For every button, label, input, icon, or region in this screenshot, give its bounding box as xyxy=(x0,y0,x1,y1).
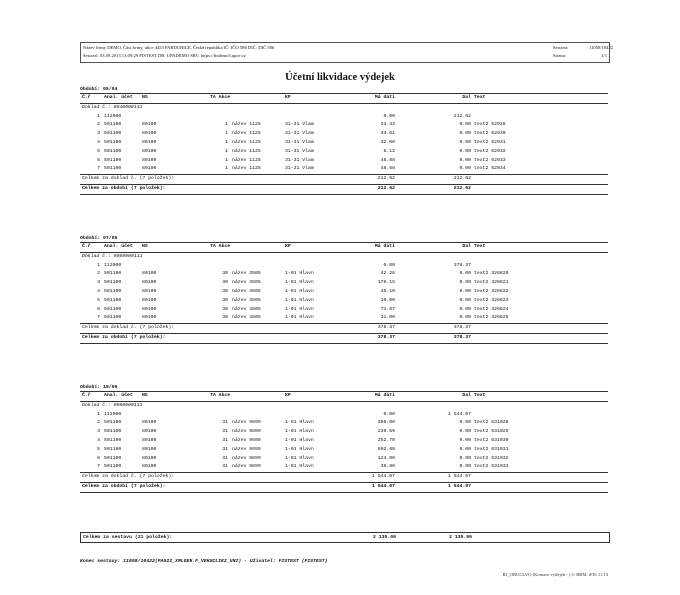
cell-ta: 1 xyxy=(225,148,228,154)
table-row xyxy=(80,437,608,446)
doklad-label: Doklad č.: 8040000111 xyxy=(82,104,143,110)
cell-akce: název 1125 xyxy=(232,166,261,172)
cell-ns: 80100 xyxy=(142,420,157,426)
cell-kp: 1-01 Hlavn xyxy=(285,429,314,435)
cell-ucet: 501100 xyxy=(104,315,122,321)
cell-dal: 0.00 xyxy=(459,429,471,435)
cell-cislo: 7 xyxy=(97,464,100,470)
cell-ucet: 501100 xyxy=(104,271,122,277)
cell-cislo: 6 xyxy=(97,455,100,461)
period-total-row xyxy=(80,184,608,195)
cell-cislo: 6 xyxy=(97,157,100,163)
cell-ma-dati: 124.00 xyxy=(377,455,395,461)
cell-kp: 1-01 Hlavn xyxy=(285,446,314,452)
cell-text: text2 62928 xyxy=(474,122,506,128)
cell-dal: 0.00 xyxy=(459,297,471,303)
meta-line: Sestavil: 03.09.2013 13:09:29 FISTEST DB: UPADEMO SRV: https://fisdemo3.upce.cz xyxy=(83,53,246,58)
cell-ma-dati: 42.26 xyxy=(380,271,395,277)
cell-ta: 30 xyxy=(222,288,228,294)
cell-ma-dati: 0.00 xyxy=(383,113,395,119)
cell-akce: název 3505 xyxy=(232,280,261,286)
cell-akce: název 3505 xyxy=(232,306,261,312)
table-row xyxy=(80,306,608,315)
col-ta-akce: TA Akce xyxy=(210,244,231,249)
cell-ma-dati: 239.69 xyxy=(377,429,395,435)
cell-ns: 80100 xyxy=(142,131,157,137)
cell-cislo: 2 xyxy=(97,122,100,128)
doklad-total-dal: 212.62 xyxy=(453,176,471,182)
cell-text: text2 631030 xyxy=(474,437,509,443)
cell-text: text2 631031 xyxy=(474,446,509,452)
cell-dal: 0.00 xyxy=(459,122,471,128)
cell-text: text2 62930 xyxy=(474,131,506,137)
cell-kp: 1-01 Hlavn xyxy=(285,464,314,470)
doklad-row xyxy=(80,104,608,113)
cell-ucet: 112000 xyxy=(104,411,122,417)
cell-ucet: 501100 xyxy=(104,429,122,435)
cell-ucet: 501100 xyxy=(104,122,122,128)
cell-ta: 31 xyxy=(222,420,228,426)
cell-ucet: 501100 xyxy=(104,297,122,303)
cell-akce: název 9699 xyxy=(232,455,261,461)
doklad-total-md: 378.37 xyxy=(377,325,395,331)
grand-total-row xyxy=(80,532,610,543)
cell-akce: název 1125 xyxy=(232,122,261,128)
cell-ma-dati: 31.00 xyxy=(380,315,395,321)
cell-akce: název 9699 xyxy=(232,437,261,443)
col-cislo: Č.ř xyxy=(82,95,91,100)
cell-ns: 80100 xyxy=(142,166,157,172)
cell-akce: název 9699 xyxy=(232,446,261,452)
col-ucet: Anal. účet xyxy=(104,393,133,398)
cell-dal: 0.00 xyxy=(459,280,471,286)
table-header xyxy=(80,242,608,253)
cell-ns: 80100 xyxy=(142,157,157,163)
col-ma-dati: Má dáti xyxy=(374,95,395,100)
col-ns: NS xyxy=(142,244,148,249)
cell-text: text2 326822 xyxy=(474,288,509,294)
period-label: Období: 05/04 xyxy=(80,87,118,92)
cell-dal: 0.00 xyxy=(459,157,471,163)
cell-cislo: 3 xyxy=(97,280,100,286)
cell-text: text2 326825 xyxy=(474,315,509,321)
cell-ns: 80100 xyxy=(142,306,157,312)
doklad-label: Doklad č.: 8060000111 xyxy=(82,402,143,408)
cell-akce: název 9699 xyxy=(232,420,261,426)
cell-akce: název 1125 xyxy=(232,131,261,137)
cell-ucet: 501100 xyxy=(104,139,122,145)
cell-akce: název 1125 xyxy=(232,157,261,163)
period-total-md: 212.62 xyxy=(377,185,395,191)
cell-akce: název 1125 xyxy=(232,148,261,154)
cell-ns: 80100 xyxy=(142,122,157,128)
col-ns: NS xyxy=(142,393,148,398)
doklad-total-label: Celkem za doklad č. (7 položek): xyxy=(82,325,175,331)
cell-akce: název 1125 xyxy=(232,139,261,145)
cell-ta: 1 xyxy=(225,166,228,172)
col-ucet: Anal. účet xyxy=(104,95,133,100)
cell-ta: 31 xyxy=(222,455,228,461)
doklad-total-label: Celkem za doklad č. (7 položek): xyxy=(82,176,175,182)
cell-cislo: 5 xyxy=(97,148,100,154)
cell-ns: 80100 xyxy=(142,139,157,145)
cell-ns: 80100 xyxy=(142,464,157,470)
cell-dal: 0.00 xyxy=(459,166,471,172)
cell-ma-dati: 43.61 xyxy=(380,131,395,137)
cell-ns: 80100 xyxy=(142,446,157,452)
period-total-label: Celkem za období (7 položek): xyxy=(82,334,166,340)
cell-text: text2 631029 xyxy=(474,429,509,435)
cell-dal: 0.00 xyxy=(459,455,471,461)
strana-label: Strana: xyxy=(553,53,567,58)
col-dal: Dal xyxy=(462,393,471,398)
strana-value: 1/1 xyxy=(601,53,607,58)
cell-dal: 0.00 xyxy=(459,464,471,470)
period-label: Období: 07/05 xyxy=(80,236,118,241)
col-kp: KP xyxy=(285,244,291,249)
cell-kp: 1-01 Hlavn xyxy=(285,306,314,312)
cell-ma-dati: 0.00 xyxy=(383,262,395,268)
period-section xyxy=(80,235,608,344)
period-total-label: Celkem za období (7 položek): xyxy=(82,483,166,489)
doklad-total-row xyxy=(80,472,608,482)
cell-ma-dati: 0.00 xyxy=(383,411,395,417)
cell-ns: 80100 xyxy=(142,455,157,461)
doklad-row xyxy=(80,253,608,262)
cell-ma-dati: 178.15 xyxy=(377,280,395,286)
cell-cislo: 4 xyxy=(97,437,100,443)
col-dal: Dal xyxy=(462,95,471,100)
cell-dal: 0.00 xyxy=(459,288,471,294)
table-row xyxy=(80,279,608,288)
cell-kp: 31-31 Vlam xyxy=(285,122,314,128)
cell-ma-dati: 252.70 xyxy=(377,437,395,443)
cell-text: text2 631028 xyxy=(474,420,509,426)
cell-cislo: 6 xyxy=(97,306,100,312)
cell-ucet: 501100 xyxy=(104,131,122,137)
cell-text: text2 62932 xyxy=(474,148,506,154)
cell-ma-dati: 36.80 xyxy=(380,464,395,470)
cell-kp: 1-01 Hlavn xyxy=(285,420,314,426)
cell-ta: 31 xyxy=(222,437,228,443)
table-row xyxy=(80,428,608,437)
period-total-dal: 212.62 xyxy=(453,185,471,191)
cell-ma-dati: 48.88 xyxy=(380,157,395,163)
cell-ucet: 501100 xyxy=(104,166,122,172)
table-row xyxy=(80,270,608,279)
cell-ta: 30 xyxy=(222,280,228,286)
table-row xyxy=(80,148,608,157)
doklad-total-md: 1 544.07 xyxy=(371,474,395,480)
sestava-label: Sestava: xyxy=(553,45,569,50)
cell-akce: název 3505 xyxy=(232,271,261,277)
cell-ma-dati: 32.00 xyxy=(380,139,395,145)
cell-ns: 80100 xyxy=(142,429,157,435)
cell-ta: 1 xyxy=(225,131,228,137)
table-row xyxy=(80,446,608,455)
period-total-row xyxy=(80,333,608,344)
report-id: RJ_OBUCLVO (Kontace výdejek - ) © BBM, iFIS 11.13 xyxy=(502,572,608,577)
table-row xyxy=(80,139,608,148)
cell-ta: 30 xyxy=(222,271,228,277)
cell-ns: 80100 xyxy=(142,271,157,277)
cell-akce: název 3505 xyxy=(232,297,261,303)
cell-ta: 1 xyxy=(225,157,228,163)
table-row xyxy=(80,130,608,139)
cell-ns: 80100 xyxy=(142,437,157,443)
cell-akce: název 9699 xyxy=(232,464,261,470)
table-row xyxy=(80,411,608,420)
cell-ucet: 501100 xyxy=(104,420,122,426)
cell-ta: 30 xyxy=(222,315,228,321)
cell-ucet: 501100 xyxy=(104,157,122,163)
cell-text: text2 631033 xyxy=(474,464,509,470)
cell-ta: 30 xyxy=(222,306,228,312)
cell-ma-dati: 10.00 xyxy=(380,297,395,303)
cell-kp: 31-31 Vlam xyxy=(285,166,314,172)
cell-ma-dati: 71.87 xyxy=(380,306,395,312)
table-row xyxy=(80,121,608,130)
grand-total-label: Celkem za sestavu (21 položek): xyxy=(83,535,173,540)
cell-kp: 1-01 Hlavn xyxy=(285,455,314,461)
cell-akce: název 9699 xyxy=(232,429,261,435)
col-text: Text xyxy=(474,244,486,249)
cell-cislo: 1 xyxy=(97,262,100,268)
cell-cislo: 3 xyxy=(97,429,100,435)
cell-ucet: 112000 xyxy=(104,113,122,119)
cell-ucet: 501100 xyxy=(104,455,122,461)
table-row xyxy=(80,165,608,174)
doklad-row xyxy=(80,402,608,411)
cell-cislo: 5 xyxy=(97,297,100,303)
cell-dal: 0.00 xyxy=(459,446,471,452)
table-row xyxy=(80,288,608,297)
cell-ma-dati: 48.68 xyxy=(380,166,395,172)
cell-ucet: 501100 xyxy=(104,464,122,470)
period-total-row xyxy=(80,482,608,493)
cell-text: text2 326823 xyxy=(474,297,509,303)
cell-ucet: 501100 xyxy=(104,288,122,294)
col-cislo: Č.ř xyxy=(82,244,91,249)
col-kp: KP xyxy=(285,393,291,398)
report-title: Účetní likvidace výdejek xyxy=(285,72,395,83)
cell-ta: 1 xyxy=(225,139,228,145)
cell-dal: 0.00 xyxy=(459,306,471,312)
cell-kp: 31-31 Vlam xyxy=(285,157,314,163)
cell-ta: 30 xyxy=(222,297,228,303)
cell-kp: 1-01 Hlavn xyxy=(285,280,314,286)
cell-ma-dati: 45.10 xyxy=(380,288,395,294)
doklad-total-dal: 1 544.07 xyxy=(447,474,471,480)
col-ma-dati: Má dáti xyxy=(374,393,395,398)
cell-text: text2 326821 xyxy=(474,280,509,286)
table-row xyxy=(80,297,608,306)
col-text: Text xyxy=(474,95,486,100)
cell-dal: 0.00 xyxy=(459,437,471,443)
cell-ucet: 501100 xyxy=(104,437,122,443)
period-section xyxy=(80,86,608,195)
period-total-label: Celkem za období (7 položek): xyxy=(82,185,166,191)
table-row xyxy=(80,463,608,472)
cell-dal: 212.62 xyxy=(453,113,471,119)
period-total-md: 378.37 xyxy=(377,334,395,340)
cell-ucet: 501100 xyxy=(104,446,122,452)
period-total-dal: 378.37 xyxy=(453,334,471,340)
cell-dal: 378.37 xyxy=(453,262,471,268)
doklad-total-label: Celkem za doklad č. (7 položek): xyxy=(82,474,175,480)
doklad-total-row xyxy=(80,323,608,333)
table-row xyxy=(80,419,608,428)
cell-akce: název 3505 xyxy=(232,315,261,321)
cell-ns: 80100 xyxy=(142,148,157,154)
col-ta-akce: TA Akce xyxy=(210,393,231,398)
doklad-total-md: 212.62 xyxy=(377,176,395,182)
doklad-total-row xyxy=(80,174,608,184)
cell-text: text2 62934 xyxy=(474,166,506,172)
table-row xyxy=(80,314,608,323)
cell-kp: 31-31 Vlam xyxy=(285,139,314,145)
cell-ta: 31 xyxy=(222,464,228,470)
table-row xyxy=(80,113,608,122)
cell-cislo: 2 xyxy=(97,420,100,426)
report-end-line: Konec sestavy: 11058/10422(PA022_XMLGEN.F_VEKUCLIK2_UNI) - Uživatel: FISTEST (FISTEST) xyxy=(80,559,328,564)
cell-kp: 1-01 Hlavn xyxy=(285,437,314,443)
table-header xyxy=(80,391,608,402)
period-total-dal: 1 544.07 xyxy=(447,483,471,489)
report-header xyxy=(80,42,614,63)
cell-cislo: 4 xyxy=(97,139,100,145)
cell-cislo: 5 xyxy=(97,446,100,452)
table-row xyxy=(80,157,608,166)
cell-dal: 1 544.07 xyxy=(447,411,471,417)
col-ta-akce: TA Akce xyxy=(210,95,231,100)
cell-ta: 31 xyxy=(222,429,228,435)
cell-ucet: 501100 xyxy=(104,148,122,154)
cell-ucet: 112000 xyxy=(104,262,122,268)
cell-text: text2 62933 xyxy=(474,157,506,163)
period-label: Období: 10/06 xyxy=(80,385,118,390)
col-cislo: Č.ř xyxy=(82,393,91,398)
cell-ta: 1 xyxy=(225,122,228,128)
cell-cislo: 1 xyxy=(97,113,100,119)
table-row xyxy=(80,455,608,464)
cell-ns: 80100 xyxy=(142,315,157,321)
company-line: Název firmy DEMO, Část firmy, ulice 4453 PARDUBICE, České republika IČ: IČO 586 DIČ: DIČ 586 xyxy=(83,45,275,50)
cell-cislo: 7 xyxy=(97,315,100,321)
cell-ta: 31 xyxy=(222,446,228,452)
cell-ucet: 501100 xyxy=(104,306,122,312)
cell-kp: 1-01 Hlavn xyxy=(285,271,314,277)
doklad-total-dal: 378.37 xyxy=(453,325,471,331)
cell-kp: 1-01 Hlavn xyxy=(285,297,314,303)
cell-dal: 0.00 xyxy=(459,148,471,154)
cell-ma-dati: 288.00 xyxy=(377,420,395,426)
cell-ns: 80100 xyxy=(142,280,157,286)
period-section xyxy=(80,384,608,493)
col-dal: Dal xyxy=(462,244,471,249)
cell-akce: název 3505 xyxy=(232,288,261,294)
cell-cislo: 2 xyxy=(97,271,100,277)
cell-kp: 31-31 Vlam xyxy=(285,148,314,154)
cell-text: text2 62931 xyxy=(474,139,506,145)
cell-ma-dati: 33.33 xyxy=(380,122,395,128)
cell-ma-dati: 602.88 xyxy=(377,446,395,452)
col-ns: NS xyxy=(142,95,148,100)
cell-cislo: 4 xyxy=(97,288,100,294)
doklad-label: Doklad č.: 8060000111 xyxy=(82,253,143,259)
col-kp: KP xyxy=(285,95,291,100)
grand-total-md: 2 135.06 xyxy=(372,535,396,540)
cell-cislo: 1 xyxy=(97,411,100,417)
cell-dal: 0.00 xyxy=(459,420,471,426)
cell-text: text2 631032 xyxy=(474,455,509,461)
cell-cislo: 7 xyxy=(97,166,100,172)
period-total-md: 1 544.07 xyxy=(371,483,395,489)
cell-ns: 80100 xyxy=(142,297,157,303)
col-ucet: Anal. účet xyxy=(104,244,133,249)
cell-kp: 1-01 Hlavn xyxy=(285,288,314,294)
cell-dal: 0.00 xyxy=(459,271,471,277)
col-ma-dati: Má dáti xyxy=(374,244,395,249)
cell-text: text2 326824 xyxy=(474,306,509,312)
cell-dal: 0.00 xyxy=(459,131,471,137)
cell-ucet: 501100 xyxy=(104,280,122,286)
cell-ma-dati: 6.12 xyxy=(383,148,395,154)
cell-cislo: 3 xyxy=(97,131,100,137)
table-row xyxy=(80,262,608,271)
grand-total-dal: 2 135.06 xyxy=(448,535,472,540)
cell-ns: 80100 xyxy=(142,288,157,294)
cell-kp: 1-01 Hlavn xyxy=(285,315,314,321)
cell-dal: 0.00 xyxy=(459,315,471,321)
cell-dal: 0.00 xyxy=(459,139,471,145)
sestava-value: 11058/10422 xyxy=(589,45,614,50)
table-header xyxy=(80,93,608,104)
cell-text: text2 326820 xyxy=(474,271,509,277)
cell-kp: 31-31 Vlam xyxy=(285,131,314,137)
col-text: Text xyxy=(474,393,486,398)
